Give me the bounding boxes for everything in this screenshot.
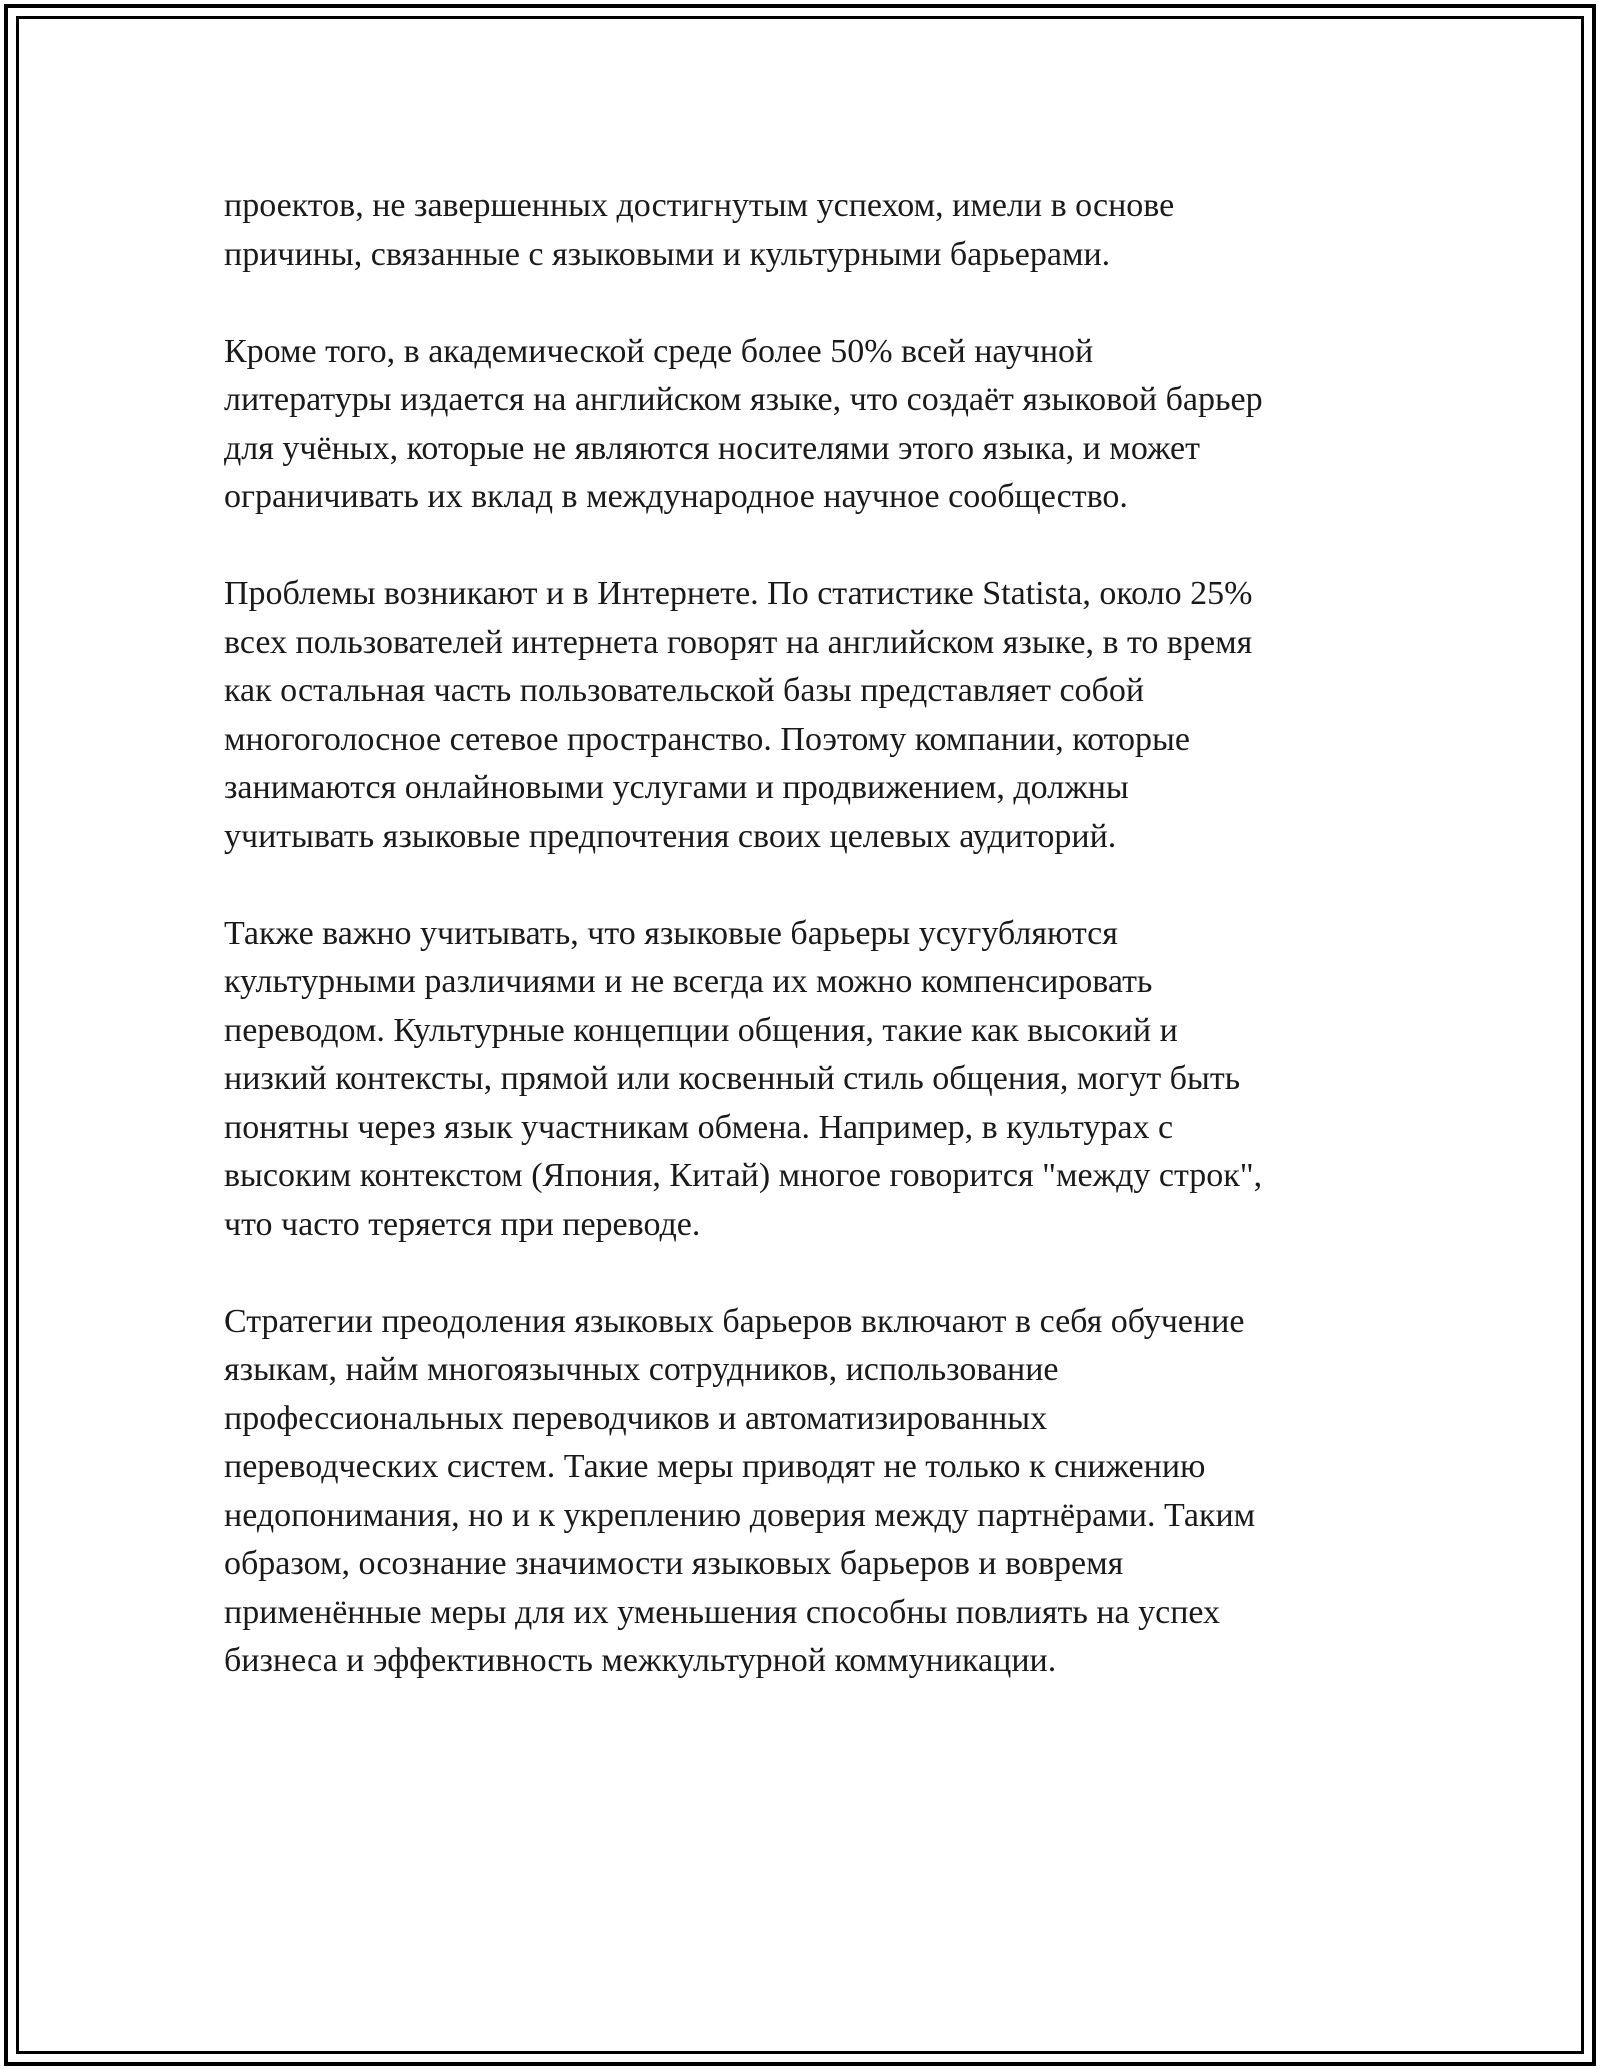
text-line: учитывать языковые предпочтения своих целевых аудиторий. <box>224 817 1117 855</box>
text-line: литературы издается на английском языке, что создаёт языковой барьер <box>224 381 1263 418</box>
text-line: многоголосное сетевое пространство. Поэтому компании, которые <box>224 720 1190 758</box>
text-line: занимаются онлайновыми услугами и продвижением, должны <box>224 769 1129 806</box>
text-line: понятны через язык участникам обмена. Например, в культурах с <box>224 1108 1174 1146</box>
text-line: культурными различиями и не всегда их можно компенсировать <box>224 963 1153 1000</box>
paragraph-5 <box>224 1298 1400 1686</box>
text-line: Стратегии преодоления языковых барьеров включают в себя обучение <box>224 1302 1245 1340</box>
text-line: Также важно учитывать, что языковые барьеры усугубляются <box>224 914 1118 952</box>
text-line: Кроме того, в академической среде более 50% всей научной <box>224 332 1094 370</box>
paragraph-1 <box>224 182 1400 279</box>
text-line: Проблемы возникают и в Интернете. По статистике Statista, около 25% <box>224 575 1253 612</box>
text-line: переводом. Культурные концепции общения, такие как высокий и <box>224 1011 1178 1049</box>
text-line: всех пользователей интернета говорят на английском языке, в то время <box>224 623 1253 661</box>
text-line: как остальная часть пользовательской базы представляет собой <box>224 672 1145 709</box>
paragraph-4 <box>224 910 1400 1250</box>
text-line: переводческих систем. Такие меры приводят не только к снижению <box>224 1448 1206 1485</box>
text-line: что часто теряется при переводе. <box>224 1205 701 1243</box>
text-line: недопонимания, но и к укреплению доверия между партнёрами. Таким <box>224 1496 1256 1534</box>
document-body <box>224 182 1400 1734</box>
text-line: высоким контекстом (Япония, Китай) многое говорится "между строк", <box>224 1157 1263 1194</box>
paragraph-3 <box>224 570 1400 861</box>
text-line: применённые меры для их уменьшения способны повлиять на успех <box>224 1593 1221 1631</box>
text-line: ограничивать их вклад в международное научное сообщество. <box>224 478 1128 515</box>
paragraph-2 <box>224 328 1400 522</box>
text-line: для учёных, которые не являются носителями этого языка, и может <box>224 429 1200 467</box>
text-line: бизнеса и эффективность межкультурной коммуникации. <box>224 1642 1057 1679</box>
text-line: образом, осознание значимости языковых барьеров и вовремя <box>224 1545 1124 1582</box>
text-line: профессиональных переводчиков и автоматизированных <box>224 1399 1048 1437</box>
text-line: причины, связанные с языковыми и культурными барьерами. <box>224 235 1111 273</box>
text-line: языкам, найм многоязычных сотрудников, использование <box>224 1351 1059 1388</box>
text-line: низкий контексты, прямой или косвенный стиль общения, могут быть <box>224 1060 1241 1097</box>
text-line: проектов, не завершенных достигнутым успехом, имели в основе <box>224 187 1175 224</box>
